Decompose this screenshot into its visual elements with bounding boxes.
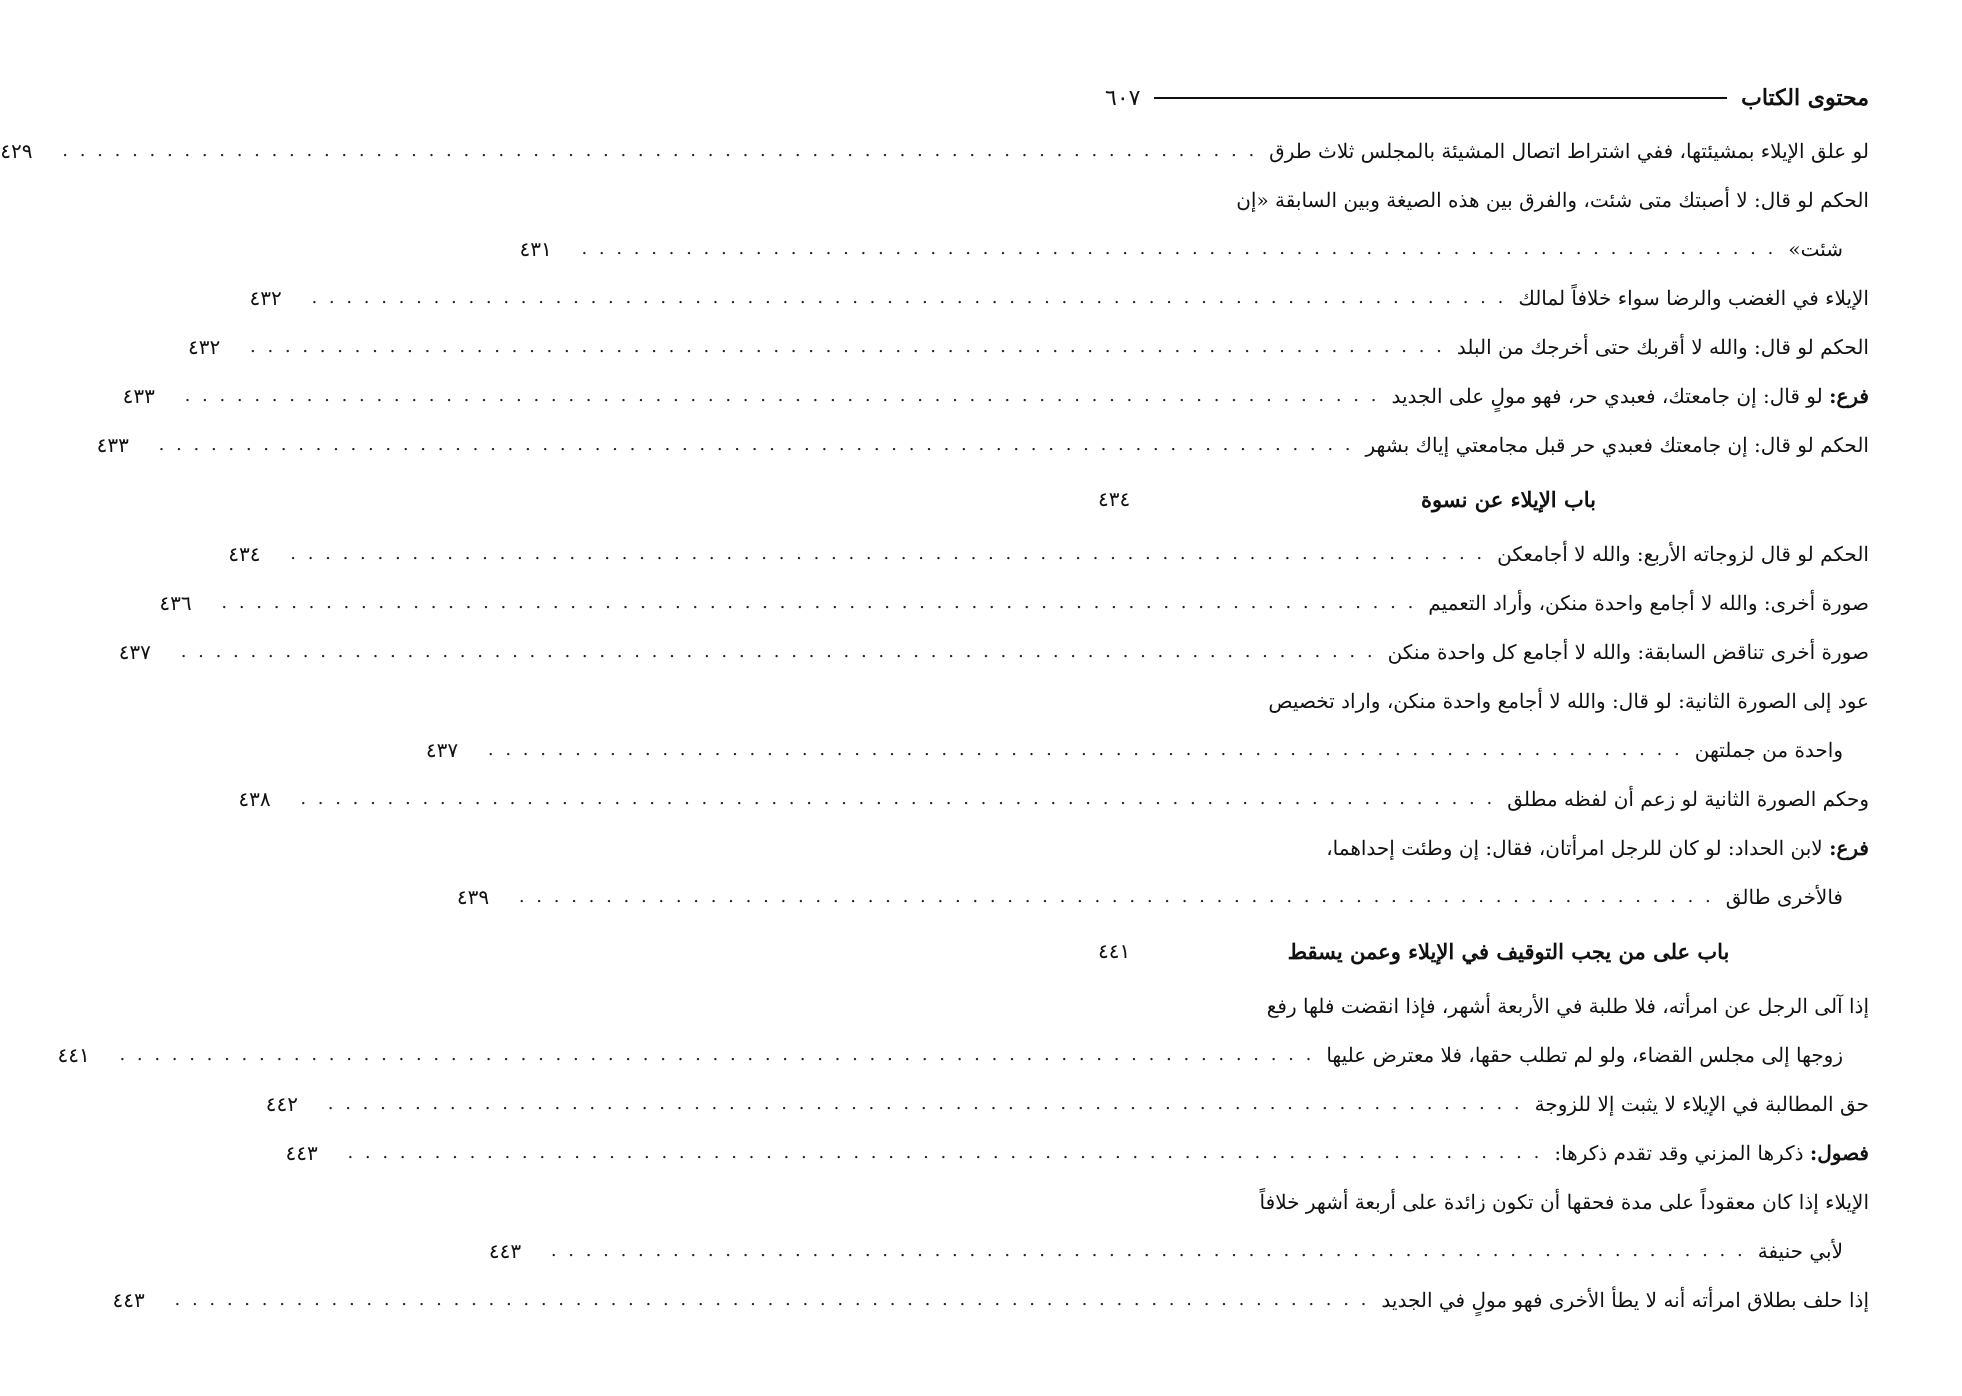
dot-leader: . . . . . . . . . . . . . . . . . . . . . . . . . . . . . . . . . . . . . . . . . . . . . . . . . . . . . . . . . . . . . . . . . . . . . <box>550 1240 1746 1261</box>
toc-entry-continuation <box>519 224 1869 273</box>
entry-body: لابن الحداد: لو كان للرجل امرأتان، فقال: إن وطئت إحداهما، <box>1326 835 1830 860</box>
dot-leader: . . . . . . . . . . . . . . . . . . . . . . . . . . . . . . . . . . . . . . . . . . . . . . . . . . . . . . . . . . . . . . . . . . . . . <box>347 1142 1543 1163</box>
entry-text: الإيلاء إذا كان معقوداً على مدة فحقها أن تكون زائدة على أربعة أشهر خلافاً <box>1259 1189 1869 1214</box>
toc-entry-continuation <box>456 872 1869 921</box>
entry-page: ٤٤٣ <box>112 1287 145 1312</box>
dot-leader: . . . . . . . . . . . . . . . . . . . . . . . . . . . . . . . . . . . . . . . . . . . . . . . . . . . . . . . . . . . . . . . . . . . . . <box>290 543 1486 564</box>
toc-entry <box>96 420 1869 469</box>
entry-prefix: فرع: <box>1829 383 1869 408</box>
entry-text: زوجها إلى مجلس القضاء، ولو لم تطلب حقها، فلا معترض عليها <box>1326 1042 1843 1067</box>
dot-leader: . . . . . . . . . . . . . . . . . . . . . . . . . . . . . . . . . . . . . . . . . . . . . . . . . . . . . . . . . . . . . . . . . . . . . <box>487 739 1683 760</box>
header-rule <box>1154 97 1727 99</box>
toc-entry-continuation <box>488 1226 1869 1275</box>
dot-leader: . . . . . . . . . . . . . . . . . . . . . . . . . . . . . . . . . . . . . . . . . . . . . . . . . . . . . . . . . . . . . . . . . . . . . <box>174 1289 1370 1310</box>
dot-leader: . . . . . . . . . . . . . . . . . . . . . . . . . . . . . . . . . . . . . . . . . . . . . . . . . . . . . . . . . . . . . . . . . . . . . <box>311 287 1507 308</box>
entry-text: عود إلى الصورة الثانية: لو قال: والله لا أجامع واحدة منكن، واراد تخصيص <box>1268 688 1869 713</box>
entry-text: فالأخرى طالق <box>1725 884 1843 909</box>
dot-leader: . . . . . . . . . . . . . . . . . . . . . . . . . . . . . . . . . . . . . . . . . . . . . . . . . . . . . . . . . . . . . . . . . . . . . <box>518 886 1714 907</box>
toc-entry <box>159 578 1869 627</box>
entry-page: ٤٣٧ <box>425 737 459 762</box>
toc-entry <box>1098 676 1869 725</box>
entry-text: حق المطالبة في الإيلاء لا يثبت إلا للزوجة <box>1534 1091 1869 1116</box>
toc-entry <box>285 1128 1869 1177</box>
entry-text: واحدة من جملتهن <box>1694 737 1843 762</box>
toc-entry <box>112 1275 1869 1324</box>
entry-page: ٤٢٩ <box>0 138 33 163</box>
entry-page: ٤٤١ <box>57 1042 90 1067</box>
page-header <box>1105 80 1869 116</box>
dot-leader: . . . . . . . . . . . . . . . . . . . . . . . . . . . . . . . . . . . . . . . . . . . . . . . . . . . . . . . . . . . . . . . . . . . . . <box>300 788 1496 809</box>
entry-prefix: فصول: <box>1809 1140 1869 1165</box>
toc-entry <box>1098 1177 1869 1226</box>
toc-entry <box>118 627 1869 676</box>
entry-page: ٤٤١ <box>1098 939 1131 963</box>
entry-text: صورة أخرى تناقض السابقة: والله لا أجامع كل واحدة منكن <box>1387 639 1869 664</box>
toc-entry <box>1098 823 1869 872</box>
entry-text: لو علق الإيلاء بمشيئتها، ففي اشتراط اتصال المشيئة بالمجلس ثلاث طرق <box>1269 138 1869 163</box>
entry-text: الحكم لو قال: والله لا أقربك حتى أخرجك من البلد <box>1456 334 1869 359</box>
entry-page: ٤٣٤ <box>228 541 261 566</box>
dot-leader: . . . . . . . . . . . . . . . . . . . . . . . . . . . . . . . . . . . . . . . . . . . . . . . . . . . . . . . . . . . . . . . . . . . . . <box>221 592 1417 613</box>
entry-page: ٤٤٣ <box>488 1238 522 1263</box>
entry-page: ٤٣٣ <box>96 432 129 457</box>
entry-page: ٤٣١ <box>519 236 552 261</box>
entry-text: صورة أخرى: والله لا أجامع واحدة منكن، وأراد التعميم <box>1428 590 1869 615</box>
entry-text: إذا حلف بطلاق امرأته أنه لا يطأ الأخرى فهو مولٍ في الجديد <box>1381 1287 1869 1312</box>
toc-entry <box>238 774 1869 823</box>
heading-text: باب الإيلاء عن نسوة <box>1421 486 1596 512</box>
running-title: محتوى الكتاب <box>1741 85 1869 111</box>
entry-body: ذكرها المزني وقد تقدم ذكرها: <box>1554 1140 1810 1165</box>
entry-prefix: فرع: <box>1829 835 1869 860</box>
toc-entry <box>122 371 1869 420</box>
dot-leader: . . . . . . . . . . . . . . . . . . . . . . . . . . . . . . . . . . . . . . . . . . . . . . . . . . . . . . . . . . . . . . . . . . . . . <box>119 1044 1315 1065</box>
toc-entry <box>0 126 1869 175</box>
entry-body: لو قال: إن جامعتك، فعبدي حر، فهو مولٍ على الجديد <box>1391 383 1830 408</box>
toc-entry <box>188 322 1869 371</box>
toc-entry <box>249 273 1869 322</box>
dot-leader: . . . . . . . . . . . . . . . . . . . . . . . . . . . . . . . . . . . . . . . . . . . . . . . . . . . . . . . . . . . . . . . . . . . . . <box>250 336 1445 357</box>
entry-text: لأبي حنيفة <box>1757 1238 1843 1263</box>
dot-leader: . . . . . . . . . . . . . . . . . . . . . . . . . . . . . . . . . . . . . . . . . . . . . . . . . . . . . . . . . . . . . . . . . . . . . <box>327 1093 1523 1114</box>
entry-text: الإيلاء في الغضب والرضا سواء خلافاً لمالك <box>1518 285 1869 310</box>
entry-text <box>1391 384 1869 408</box>
entry-page: ٤٤٣ <box>285 1140 318 1165</box>
toc-entries <box>0 126 1869 1324</box>
chapter-heading <box>1098 469 1869 529</box>
dot-leader: . . . . . . . . . . . . . . . . . . . . . . . . . . . . . . . . . . . . . . . . . . . . . . . . . . . . . . . . . . . . . . . . . . . . . <box>158 434 1354 455</box>
toc-entry <box>265 1079 1869 1128</box>
entry-page: ٤٣٨ <box>238 786 271 811</box>
entry-text: وحكم الصورة الثانية لو زعم أن لفظه مطلق <box>1507 786 1869 811</box>
entry-text: الحكم لو قال: لا أصبتك متى شئت، والفرق بين هذه الصيغة وبين السابقة «إن <box>1236 187 1869 212</box>
entry-text: إذا آلى الرجل عن امرأته، فلا طلبة في الأربعة أشهر، فإذا انقضت فلها رفع <box>1266 993 1869 1018</box>
dot-leader: . . . . . . . . . . . . . . . . . . . . . . . . . . . . . . . . . . . . . . . . . . . . . . . . . . . . . . . . . . . . . . . . . . . . . <box>180 641 1376 662</box>
entry-page: ٤٣٢ <box>249 285 282 310</box>
entry-page: ٤٣٢ <box>188 334 221 359</box>
entry-text: الحكم لو قال لزوجاته الأربع: والله لا أجامعكن <box>1497 541 1869 566</box>
dot-leader: . . . . . . . . . . . . . . . . . . . . . . . . . . . . . . . . . . . . . . . . . . . . . . . . . . . . . . . . . . . . . . . . . . . . . <box>581 238 1777 259</box>
page-number: ٦٠٧ <box>1105 85 1141 111</box>
entry-page: ٤٣٣ <box>122 383 155 408</box>
chapter-heading <box>1098 921 1869 981</box>
entry-page: ٤٣٩ <box>456 884 490 909</box>
entry-text <box>1554 1141 1869 1165</box>
entry-text <box>1148 836 1869 860</box>
entry-page: ٤٣٦ <box>159 590 192 615</box>
entry-page: ٤٣٤ <box>1098 487 1131 511</box>
entry-page: ٤٣٧ <box>118 639 151 664</box>
toc-entry-continuation <box>425 725 1869 774</box>
toc-entry <box>228 529 1869 578</box>
toc-entry <box>1098 175 1869 224</box>
dot-leader: . . . . . . . . . . . . . . . . . . . . . . . . . . . . . . . . . . . . . . . . . . . . . . . . . . . . . . . . . . . . . . . . . . . . . <box>184 385 1380 406</box>
entry-text: شئت» <box>1788 236 1843 261</box>
toc-entry <box>1098 981 1869 1030</box>
dot-leader: . . . . . . . . . . . . . . . . . . . . . . . . . . . . . . . . . . . . . . . . . . . . . . . . . . . . . . . . . . . . . . . . . . . . . <box>62 140 1258 161</box>
heading-text: باب على من يجب التوقيف في الإيلاء وعمن يسقط <box>1287 938 1730 964</box>
toc-entry-continuation <box>57 1030 1869 1079</box>
entry-text: الحكم لو قال: إن جامعتك فعبدي حر قبل مجامعتي إياك بشهر <box>1365 432 1869 457</box>
entry-page: ٤٤٢ <box>265 1091 298 1116</box>
